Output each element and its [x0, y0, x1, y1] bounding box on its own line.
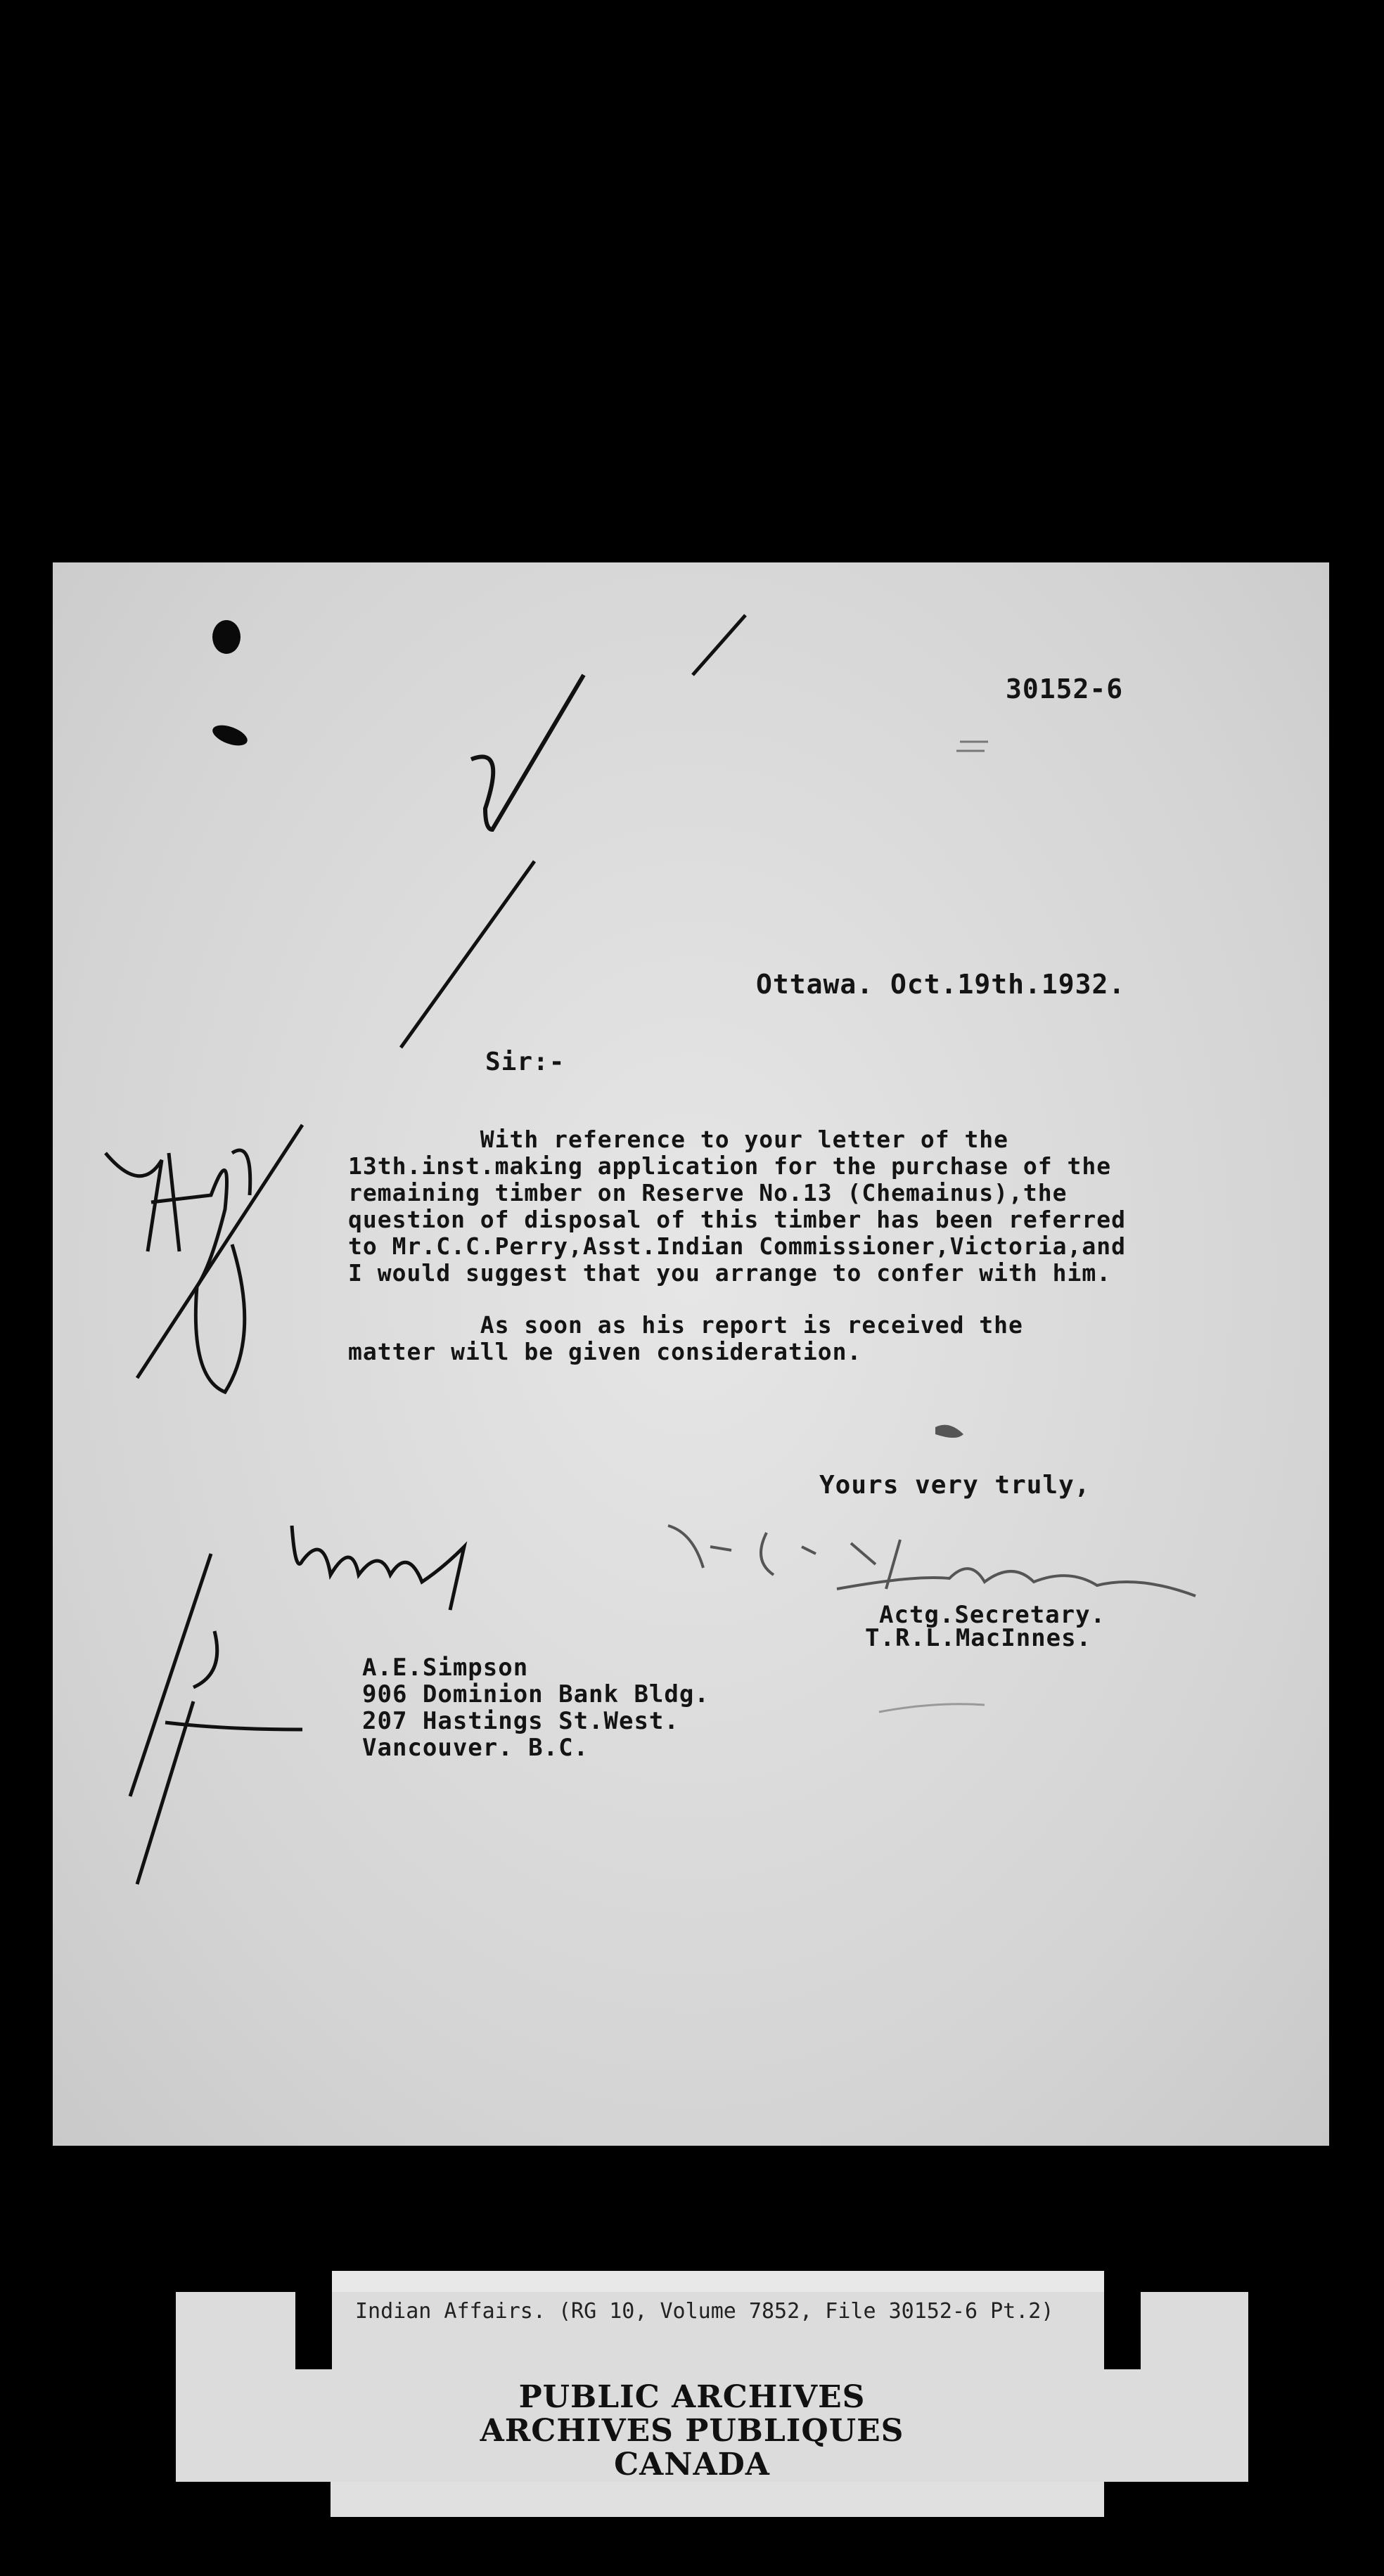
address-line: 207 Hastings St.West. [362, 1707, 679, 1735]
body-line: remaining timber on Reserve No.13 (Chemainus),the [348, 1179, 1068, 1206]
label-strip-bottom [331, 2482, 1104, 2517]
file-number: 30152-6 [1006, 674, 1124, 704]
signature-title: Actg.Secretary. [879, 1601, 1106, 1629]
address-line: 906 Dominion Bank Bldg. [362, 1680, 710, 1708]
archive-reference: Indian Affairs. (RG 10, Volume 7852, File 30152-6 Pt.2) [355, 2299, 1054, 2324]
signature-name: T.R.L.MacInnes. [865, 1624, 1092, 1652]
address-line: Vancouver. B.C. [362, 1734, 589, 1762]
body-line: With reference to your letter of the [348, 1126, 1009, 1153]
label-notch-left [295, 2271, 332, 2369]
salutation: Sir:- [485, 1048, 565, 1076]
body-line: As soon as his report is received the [348, 1311, 1023, 1339]
dateline: Ottawa. Oct.19th.1932. [756, 969, 1126, 1000]
address-line: A.E.Simpson [362, 1654, 529, 1682]
label-notch-right [1104, 2271, 1141, 2369]
body-line: 13th.inst.making application for the purchase of the [348, 1152, 1112, 1180]
body-line: to Mr.C.C.Perry,Asst.Indian Commissioner,Victoria,and [348, 1232, 1126, 1260]
body-line: I would suggest that you arrange to confer with him. [348, 1259, 1112, 1287]
closing: Yours very truly, [819, 1471, 1091, 1500]
archive-country: CANADA [614, 2447, 770, 2482]
body-line: question of disposal of this timber has been referred [348, 1206, 1126, 1233]
archive-name-en: PUBLIC ARCHIVES [518, 2379, 866, 2415]
body-line: matter will be given consideration. [348, 1338, 862, 1365]
archive-name-fr: ARCHIVES PUBLIQUES [480, 2413, 904, 2449]
